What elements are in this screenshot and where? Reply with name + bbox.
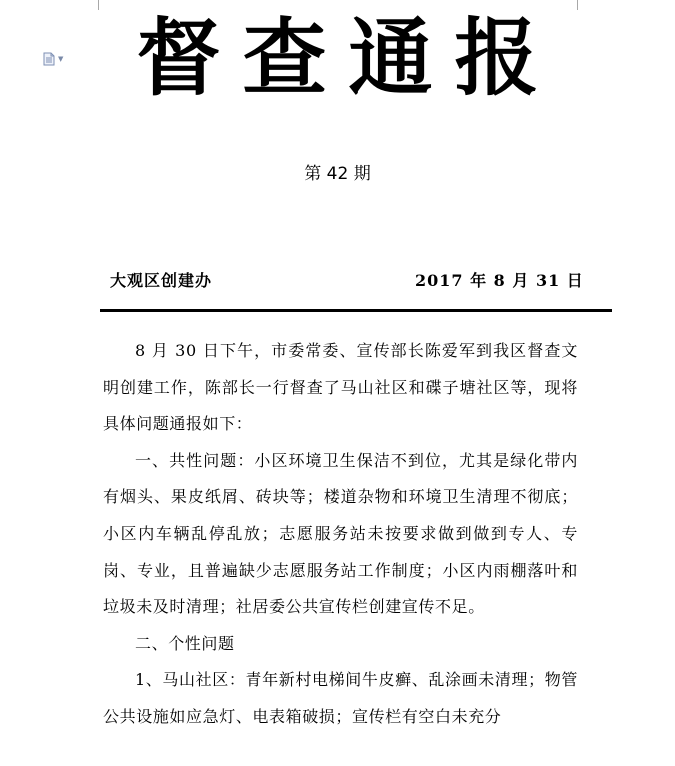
paragraph-intro: 8 月 30 日下午，市委常委、宣传部长陈爱军到我区督查文明创建工作，陈部长一行督查了马山社区和碟子塘社区等，现将具体问题通报如下：: [103, 341, 578, 434]
dropdown-caret-icon[interactable]: ▼: [58, 55, 64, 63]
issue-number: 第 42 期: [304, 164, 371, 184]
paragraph-individual-heading: 二、个性问题: [135, 633, 235, 653]
paragraph-mashan: 1、马山社区：青年新村电梯间牛皮癣、乱涂画未清理；物管公共设施如应急灯、电表箱破损；宣传栏有空白未充分: [103, 670, 578, 726]
header-rule: [100, 309, 612, 312]
issuer-name: 大观区创建办: [110, 271, 213, 290]
issue-date: 2017 年 8 月 31 日: [415, 271, 584, 290]
document-body: [103, 333, 578, 736]
paragraph-common-issues: 一、共性问题：小区环境卫生保洁不到位，尤其是绿化带内有烟头、果皮纸屑、砖块等；楼道杂物和环境卫生清理不彻底；小区内车辆乱停乱放；志愿服务站未按要求做到做到专人、专岗、专业，且普遍缺少志愿服务站工作制度；小区内雨棚落叶和垃圾未及时清理；社居委公共宣传栏创建宣传不足。: [103, 450, 578, 617]
document-title: 督查通报: [136, 9, 561, 107]
